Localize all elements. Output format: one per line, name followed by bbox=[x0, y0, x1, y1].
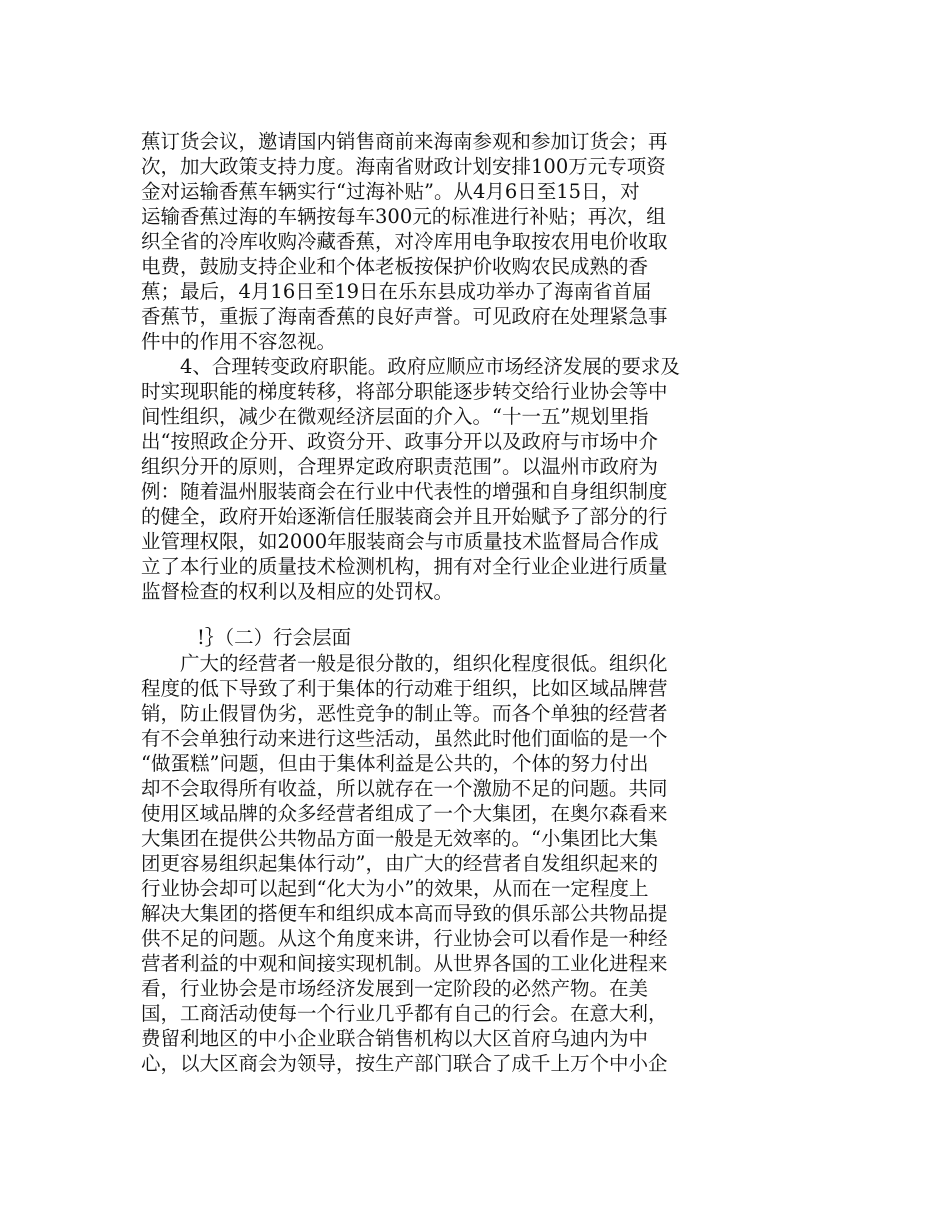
text-line: 出“按照政企分开、政资分开、政事分开以及政府与市场中介 bbox=[141, 431, 658, 453]
text-line: 金对运输香蕉车辆实行“过海补贴”。从4月6日至15日，对 bbox=[141, 181, 640, 203]
text-line: 费留利地区的中小企业联合销售机构以大区首府乌迪内为中 bbox=[141, 1028, 649, 1050]
text-line: 例：随着温州服装商会在行业中代表性的增强和自身组织制度 bbox=[141, 481, 668, 503]
text-line: 团更容易组织起集体行动”，由广大的经营者自发组织起来的 bbox=[141, 853, 658, 875]
text-line: 运输香蕉过海的车辆按每车300元的标准进行补贴；再次，组 bbox=[141, 206, 666, 228]
text-line: “做蛋糕”问题，但由于集体利益是公共的，个体的努力付出 bbox=[141, 753, 649, 775]
text-line: 大集团在提供公共物品方面一般是无效率的。“小集团比大集 bbox=[141, 828, 658, 850]
text-line: 电费，鼓励支持企业和个体老板按保护价收购农民成熟的香 bbox=[141, 256, 649, 278]
text-line: 国，工商活动使每一个行业几乎都有自己的行会。在意大利， bbox=[141, 1003, 668, 1025]
text-line: 解决大集团的搭便车和组织成本高而导致的俱乐部公共物品提 bbox=[141, 903, 668, 925]
text-line: 供不足的问题。从这个角度来讲，行业协会可以看作是一种经 bbox=[141, 928, 668, 950]
text-line: 香蕉节，重振了海南香蕉的良好声誉。可见政府在处理紧急事 bbox=[141, 306, 668, 328]
text-line: 营者利益的中观和间接实现机制。从世界各国的工业化进程来 bbox=[141, 953, 668, 975]
text-line: 监督检查的权利以及相应的处罚权。 bbox=[141, 581, 454, 603]
text-line: 行业协会却可以起到“化大为小”的效果，从而在一定程度上 bbox=[141, 878, 649, 900]
text-line: 织全省的冷库收购冷藏香蕉，对冷库用电争取按农用电价收取 bbox=[141, 231, 668, 253]
text-line: 件中的作用不容忽视。 bbox=[141, 331, 337, 353]
section-heading: !｝（二）行会层面 bbox=[197, 627, 352, 649]
text-line: 有不会单独行动来进行这些活动，虽然此时他们面临的是一个 bbox=[141, 728, 668, 750]
text-line: 蕉订货会议，邀请国内销售商前来海南参观和参加订货会；再 bbox=[141, 131, 668, 153]
text-line: 看，行业协会是市场经济发展到一定阶段的必然产物。在美 bbox=[141, 978, 649, 1000]
text-line: 立了本行业的质量技术检测机构，拥有对全行业企业进行质量 bbox=[141, 556, 668, 578]
text-line: 时实现职能的梯度转移，将部分职能逐步转交给行业协会等中 bbox=[141, 381, 668, 403]
text-line: 间性组织，减少在微观经济层面的介入。“十一五”规划里指 bbox=[141, 406, 649, 428]
text-line: 程度的低下导致了利于集体的行动难于组织，比如区域品牌营 bbox=[141, 678, 668, 700]
text-line-indented: 4、合理转变政府职能。政府应顺应市场经济发展的要求及 bbox=[180, 356, 680, 378]
text-line-indented: 广大的经营者一般是很分散的，组织化程度很低。组织化 bbox=[180, 653, 668, 675]
text-line: 组织分开的原则，合理界定政府职责范围”。以温州市政府为 bbox=[141, 456, 658, 478]
text-line: 心，以大区商会为领导，按生产部门联合了成千上万个中小企 bbox=[141, 1053, 668, 1075]
text-line: 蕉；最后，4月16日至19日在乐东县成功举办了海南省首届 bbox=[141, 281, 652, 303]
text-line: 使用区域品牌的众多经营者组成了一个大集团，在奥尔森看来 bbox=[141, 803, 668, 825]
text-line: 的健全，政府开始逐渐信任服装商会并且开始赋予了部分的行 bbox=[141, 506, 668, 528]
text-line: 业管理权限，如2000年服装商会与市质量技术监督局合作成 bbox=[141, 531, 659, 553]
text-line: 却不会取得所有收益，所以就存在一个激励不足的问题。共同 bbox=[141, 778, 668, 800]
text-line: 次，加大政策支持力度。海南省财政计划安排100万元专项资 bbox=[141, 156, 666, 178]
text-line: 销，防止假冒伪劣，恶性竞争的制止等。而各个单独的经营者 bbox=[141, 703, 668, 725]
